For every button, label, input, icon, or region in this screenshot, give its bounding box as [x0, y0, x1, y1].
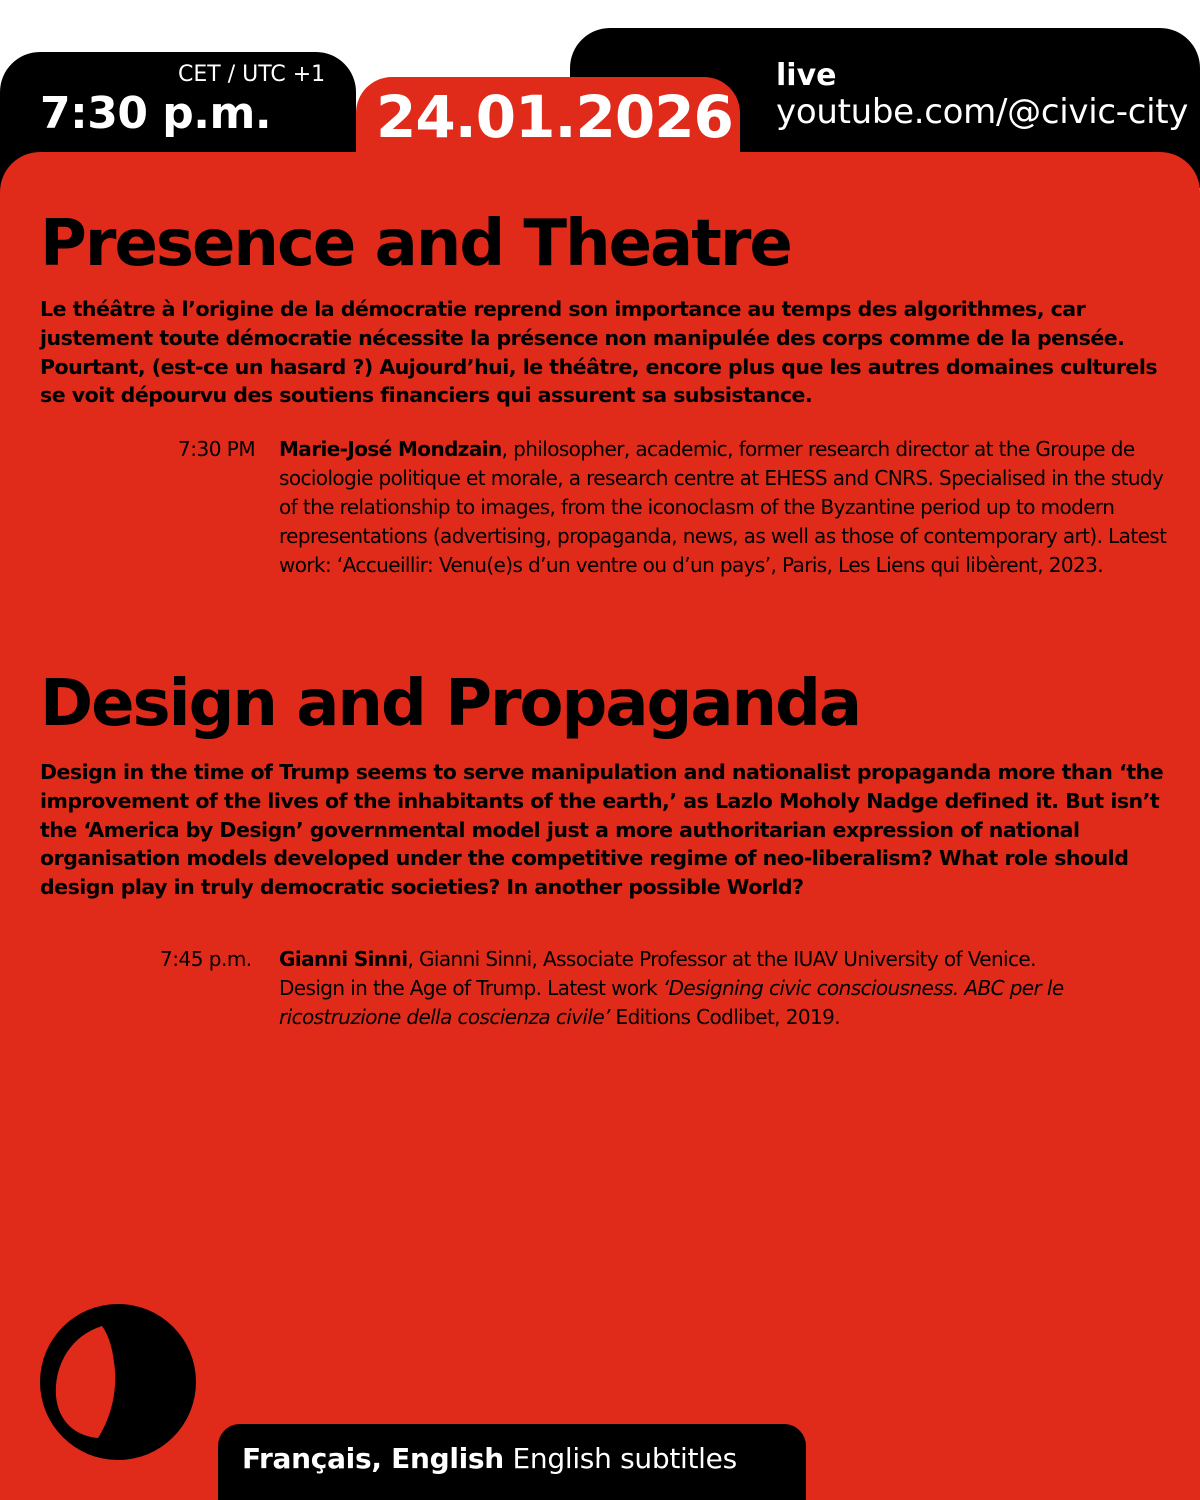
program-panel	[0, 152, 1200, 1500]
session-title: Presence and Theatre	[40, 207, 791, 281]
live-stream-link[interactable]: youtube.com/@civic-city	[776, 92, 1189, 132]
speaker-bio-text: , philosopher, academic, former research director at the Groupe de sociologie politique et morale, a research centre at EHESS and CNRS. Specialised in the study of the relationship to images, from the iconoclasm of the Byzantine period up to modern representations (advertising, propaganda, news, as well as those of contemporary art). Latest work: ‘Accueillir: Venu(e)s d’un ventre ou d’un pays’, Paris, Les Liens qui libèrent, 2023.	[279, 437, 1167, 577]
session-title: Design and Propaganda	[40, 667, 861, 741]
slot-time: 7:30 PM	[178, 437, 256, 461]
speaker-bio	[279, 945, 1069, 1032]
language-bar	[218, 1424, 806, 1500]
speaker-name: Marie-José Mondzain	[279, 437, 502, 461]
live-label: live	[776, 58, 837, 93]
speaker-bio-end: Editions Codlibet, 2019.	[609, 1005, 840, 1029]
work-title: ‘Designing civic consciousness. ABC per le ricostruzione della coscienza civile’	[279, 976, 1064, 1029]
slot-time: 7:45 p.m.	[160, 947, 252, 971]
date-tab	[356, 77, 740, 187]
session-intro: Design in the time of Trump seems to serve manipulation and nationalist propaganda more than ‘the improvement of the lives of the inhabitants of the earth,’ as Lazlo Moholy Nadge defined it. But isn’t the ‘America by Design’ governmental model just a more authoritarian expression of national organisation models developed under the competitive regime of neo-liberalism? What role should design play in truly democratic societies? In another possible World?	[40, 760, 1164, 900]
speaker-bio	[279, 435, 1174, 580]
languages: Français, English	[242, 1442, 504, 1475]
timezone-label: CET / UTC +1	[178, 62, 326, 87]
civic-city-logo-icon	[40, 1304, 196, 1460]
event-date: 24.01.2026	[376, 83, 733, 151]
speaker-name: Gianni Sinni	[279, 947, 408, 971]
subtitles: English subtitles	[512, 1442, 737, 1475]
event-time: 7:30 p.m.	[40, 88, 272, 139]
language-info	[242, 1442, 737, 1475]
session-intro: Le théâtre à l’origine de la démocratie reprend son importance au temps des algorithmes, car justement toute démocratie nécessite la présence non manipulée des corps comme de la pensée. Pourtant, (est-ce un hasard ?) Aujourd’hui, le théâtre, encore plus que les autres domaines culturels se voit dépourvu des soutiens financiers qui assurent sa subsistance.	[40, 297, 1158, 408]
speaker-bio-text: , Gianni Sinni, Associate Professor at the IUAV University of Venice. Design in the Age of Trump. Latest work	[279, 947, 1036, 1000]
